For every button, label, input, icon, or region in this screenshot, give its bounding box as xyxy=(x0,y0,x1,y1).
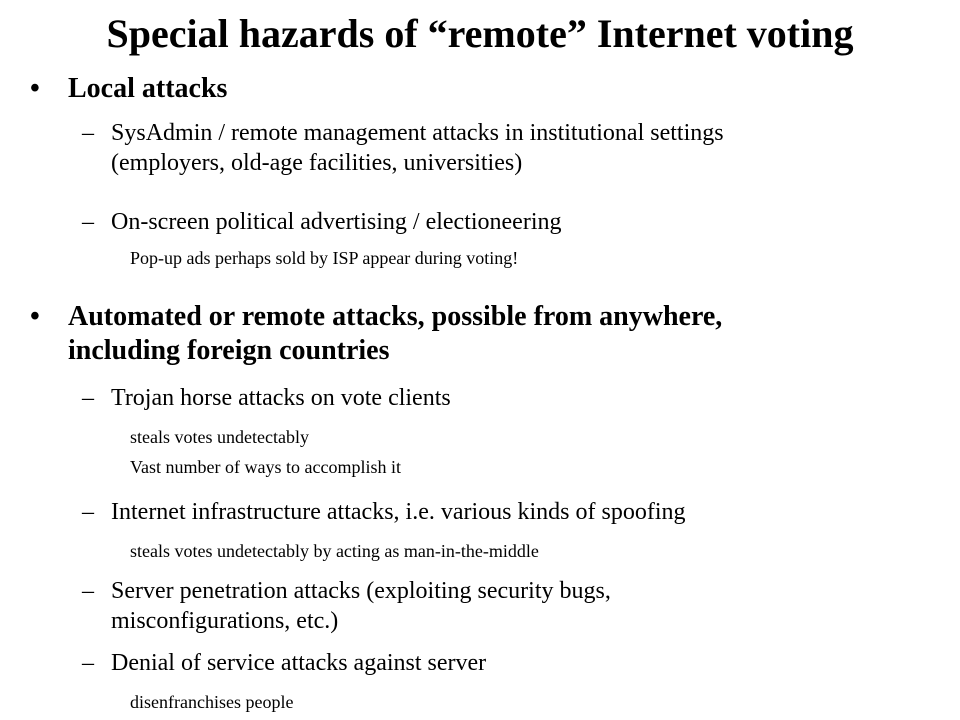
bullet-automated-remote-attacks xyxy=(30,300,928,368)
bullet-heading: including foreign countries xyxy=(68,335,390,366)
bullet-mark: • xyxy=(30,73,40,104)
dash-mark: – xyxy=(82,120,94,146)
sub-item-line: Trojan horse attacks on vote clients xyxy=(111,385,451,411)
dash-mark: – xyxy=(82,209,94,235)
sub-item-line: misconfigurations, etc.) xyxy=(111,608,339,634)
sub-item-line: (employers, old-age facilities, universities) xyxy=(111,150,523,176)
bullet-heading: Automated or remote attacks, possible from anywhere, xyxy=(68,301,723,332)
sub-item-onscreen-advertising xyxy=(82,207,941,237)
bullet-local-attacks xyxy=(30,72,928,106)
dash-mark: – xyxy=(82,650,94,676)
dash-mark: – xyxy=(82,385,94,411)
bullet-mark: • xyxy=(30,301,40,332)
sub-item-sysadmin xyxy=(82,118,941,178)
sub-item-denial-of-service xyxy=(82,648,941,678)
note-disenfranchises: disenfranchises people xyxy=(130,692,294,712)
sub-item-line: Server penetration attacks (exploiting security bugs, xyxy=(111,578,611,604)
dash-mark: – xyxy=(82,499,94,525)
sub-item-server-penetration xyxy=(82,576,941,636)
slide-title: Special hazards of “remote” Internet voting xyxy=(106,11,854,56)
sub-item-line: Internet infrastructure attacks, i.e. various kinds of spoofing xyxy=(111,499,686,525)
note-popup-ads: Pop-up ads perhaps sold by ISP appear during voting! xyxy=(130,248,519,268)
sub-item-trojan-horse xyxy=(82,383,941,413)
dash-mark: – xyxy=(82,578,94,604)
note-man-in-the-middle: steals votes undetectably by acting as man-in-the-middle xyxy=(130,541,539,561)
sub-item-line: SysAdmin / remote management attacks in institutional settings xyxy=(111,120,724,146)
note-vast-number-of-ways: Vast number of ways to accomplish it xyxy=(130,457,401,477)
sub-item-line: Denial of service attacks against server xyxy=(111,650,487,676)
sub-item-infrastructure-attacks xyxy=(82,497,941,527)
note-steals-votes: steals votes undetectably xyxy=(130,427,309,447)
bullet-heading: Local attacks xyxy=(68,73,228,104)
sub-item-line: On-screen political advertising / electioneering xyxy=(111,209,562,235)
